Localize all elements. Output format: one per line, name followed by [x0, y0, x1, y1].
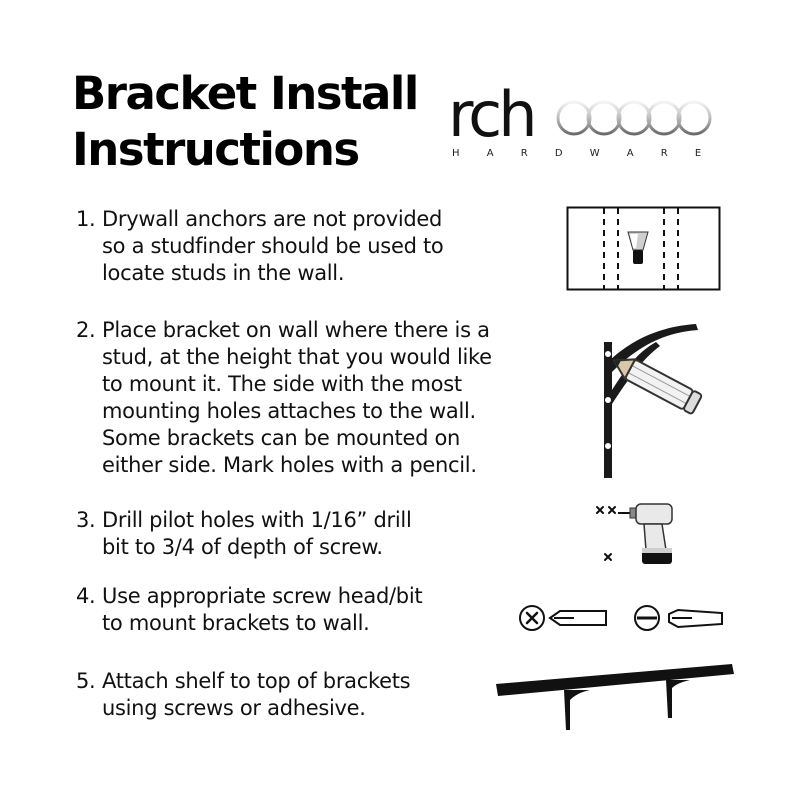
- step-3: [76, 507, 411, 561]
- step-2-line-6: either side. Mark holes with a pencil.: [102, 453, 477, 477]
- step-2-line-1: Place bracket on wall where there is a: [102, 318, 490, 342]
- step-5-line-2: using screws or adhesive.: [102, 696, 366, 720]
- step-3-line-1: Drill pilot holes with 1/16” drill: [102, 508, 412, 532]
- shelf-on-brackets-icon: [494, 656, 738, 736]
- step-1-line-2: so a studfinder should be used to: [102, 234, 444, 258]
- logo-wordmark: rch: [448, 88, 534, 151]
- step-2-line-4: mounting holes attaches to the wall.: [102, 399, 476, 423]
- step-2-number: 2.: [76, 318, 96, 342]
- title-line-1: Bracket Install: [72, 67, 418, 120]
- step-3-line-2: bit to 3/4 of depth of screw.: [102, 535, 383, 559]
- step-2-line-5: Some brackets can be mounted on: [102, 426, 461, 450]
- page-title: [72, 66, 418, 178]
- step-4-line-1: Use appropriate screw head/bit: [102, 584, 423, 608]
- step-1-line-3: locate studs in the wall.: [102, 261, 345, 285]
- drill-icon: [592, 494, 688, 574]
- step-4: [76, 583, 422, 637]
- step-5: [76, 668, 410, 722]
- step-1-number: 1.: [76, 207, 96, 231]
- step-5-line-1: Attach shelf to top of brackets: [102, 669, 411, 693]
- step-1-line-1: Drywall anchors are not provided: [102, 207, 443, 231]
- title-line-2: Instructions: [72, 123, 359, 176]
- step-2-line-3: to mount it. The side with the most: [102, 372, 462, 396]
- rch-hardware-logo: [446, 88, 726, 168]
- step-3-number: 3.: [76, 508, 96, 532]
- step-2: [76, 317, 492, 479]
- bracket-pencil-icon: [596, 320, 716, 480]
- logo-subtitle: H A R D W A R E: [452, 148, 714, 159]
- screw-head-bits-icon: [516, 600, 728, 636]
- step-1: [76, 206, 443, 287]
- step-4-line-2: to mount brackets to wall.: [102, 611, 370, 635]
- step-2-line-2: stud, at the height that you would like: [102, 345, 492, 369]
- step-4-number: 4.: [76, 584, 96, 608]
- studfinder-wall-icon: [566, 206, 722, 292]
- step-5-number: 5.: [76, 669, 96, 693]
